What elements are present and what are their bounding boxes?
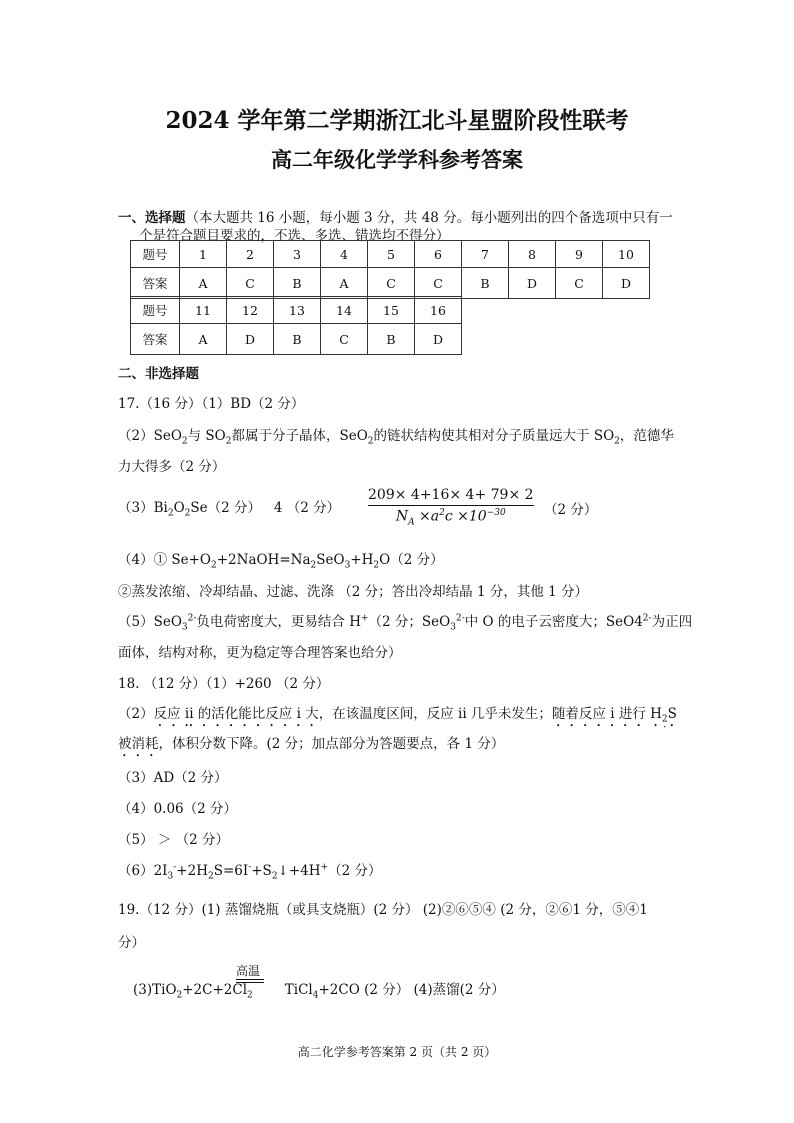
- answer-table-1: [130, 240, 650, 299]
- q19-line2: 分）: [118, 935, 145, 951]
- section1-note-line2: 个是符合题目要求的，不选、多选、错选均不得分）: [139, 228, 450, 244]
- q18-line1: 18. （12 分）（1）+260 （2 分）: [118, 676, 330, 692]
- answer-cell: B: [462, 268, 509, 299]
- q17-line4: $(3)Bi_2O_2Se(2$ 分） 4 （2 分）: [118, 500, 341, 519]
- question-number-cell: 13: [274, 297, 321, 324]
- question-number-cell: 8: [509, 241, 556, 268]
- question-number-cell: 3: [274, 241, 321, 268]
- question-number-cell: 14: [321, 297, 368, 324]
- answer-cell: D: [227, 324, 274, 355]
- table-row-numbers: [131, 241, 650, 268]
- answer-cell: A: [180, 324, 227, 355]
- section1-note-line1: （本大题共 16 小题，每小题 3 分，共 48 分。每小题列出的四个备选项中只有一: [185, 210, 673, 226]
- section1-intro: [118, 206, 673, 226]
- question-number-cell: 4: [321, 241, 368, 268]
- q17-line1: 17.（16 分）（1）BD（2 分）: [118, 396, 305, 412]
- question-number-cell: 2: [227, 241, 274, 268]
- answer-cell: A: [180, 268, 227, 299]
- row-label: 答案: [131, 324, 180, 355]
- q17-line2: （2）SeO$_2$与 $SO_2$都属于分子晶体，SeO$_2$的链状结构使其相对分子质量远大于 $SO_2$，范德华: [118, 428, 674, 447]
- answer-table-2: [130, 296, 462, 355]
- q18-line5: （4）0.06（2 分）: [118, 801, 238, 817]
- q17-line5: （4）① $Se+O_2+2NaOH=Na_2SeO_3+H_2O(2$ 分）: [118, 552, 444, 571]
- answer-cell: C: [368, 268, 415, 299]
- question-number-cell: 11: [180, 297, 227, 324]
- row-label: 答案: [131, 268, 180, 299]
- page-footer: 高二化学参考答案第 2 页（共 2 页）: [297, 1045, 497, 1059]
- question-number-cell: 12: [227, 297, 274, 324]
- question-number-cell: 6: [415, 241, 462, 268]
- question-number-cell: 9: [556, 241, 603, 268]
- table-row-answers: [131, 324, 462, 355]
- row-label: 题号: [131, 297, 180, 324]
- q18-line7: $(6)2I_3^-+2H_2S=6I^-+S_2↓+4H^+(2$ 分）: [118, 862, 382, 882]
- formula-numerator: 209× 4+16× 4+ 79× 2: [368, 487, 534, 503]
- q19-line1: 19.（12 分）(1) 蒸馏烧瓶（或具支烧瓶）(2 分） (2)②⑥⑤④ (2 分，②⑥1 分，⑤④1: [118, 902, 648, 918]
- q17-line3: 力大得多（2 分）: [118, 459, 226, 475]
- q17-line6: ②蒸发浓缩、冷却结晶、过滤、洗涤 （2 分；答出冷却结晶 1 分，其他 1 分）: [118, 584, 589, 600]
- answer-cell: D: [415, 324, 462, 355]
- answer-cell: B: [274, 268, 321, 299]
- answer-cell: C: [321, 324, 368, 355]
- question-number-cell: 10: [603, 241, 650, 268]
- q17-line7: （5）SeO$_3^{2-}$负电荷密度大，更易结合 H+（2 分；SeO$_3^{2-}$中 O 的电子云密度大；$SeO4^{2-}$为正四: [118, 613, 693, 633]
- question-number-cell: 7: [462, 241, 509, 268]
- table-row-numbers: [131, 297, 462, 324]
- formula-denominator: $N_A \times a^2c \times 10^{-30}$: [368, 505, 534, 527]
- row-label: 题号: [131, 241, 180, 268]
- question-number-cell: 15: [368, 297, 415, 324]
- answer-cell: C: [227, 268, 274, 299]
- answer-cell: D: [603, 268, 650, 299]
- table-row-answers: [131, 268, 650, 299]
- answer-cell: C: [556, 268, 603, 299]
- answer-cell: B: [368, 324, 415, 355]
- q18-line3: 被消耗，体积分数下降。(2 分；加点部分为答题要点，各 1 分）: [118, 736, 505, 752]
- answer-cell: A: [321, 268, 368, 299]
- page-title: 2024 学年第二学期浙江北斗星盟阶段性联考: [165, 107, 629, 134]
- q19-line3: $(3)TiO_2+2C+2Cl_2$ TiCl$_4$+2CO (2 分） (4)蒸馏(2 分）: [133, 982, 505, 1001]
- reaction-condition: 高温: [236, 964, 261, 978]
- answer-cell: B: [274, 324, 321, 355]
- q18-line4: （3）AD（2 分）: [118, 770, 228, 786]
- question-number-cell: 5: [368, 241, 415, 268]
- q18-line6: （5） ＞ （2 分）: [118, 832, 230, 848]
- answer-cell: C: [415, 268, 462, 299]
- section1-heading: 一、选择题: [118, 210, 186, 226]
- page-subtitle: 高二年级化学学科参考答案: [271, 147, 523, 172]
- q17-line8: 面体，结构对称，更为稳定等合理答案也给分）: [118, 645, 402, 661]
- answer-cell: D: [509, 268, 556, 299]
- q17-formula-score: （2 分）: [544, 502, 598, 518]
- question-number-cell: 16: [415, 297, 462, 324]
- question-number-cell: 1: [180, 241, 227, 268]
- density-formula: [368, 487, 534, 527]
- section2-heading: 二、非选择题: [118, 366, 199, 382]
- q18-line2: （2）反应 ii 的活化能比反应 i 大，在该温度区间，反应 ii 几乎未发生；随着反应 i 进行 $H_2S$: [118, 706, 677, 725]
